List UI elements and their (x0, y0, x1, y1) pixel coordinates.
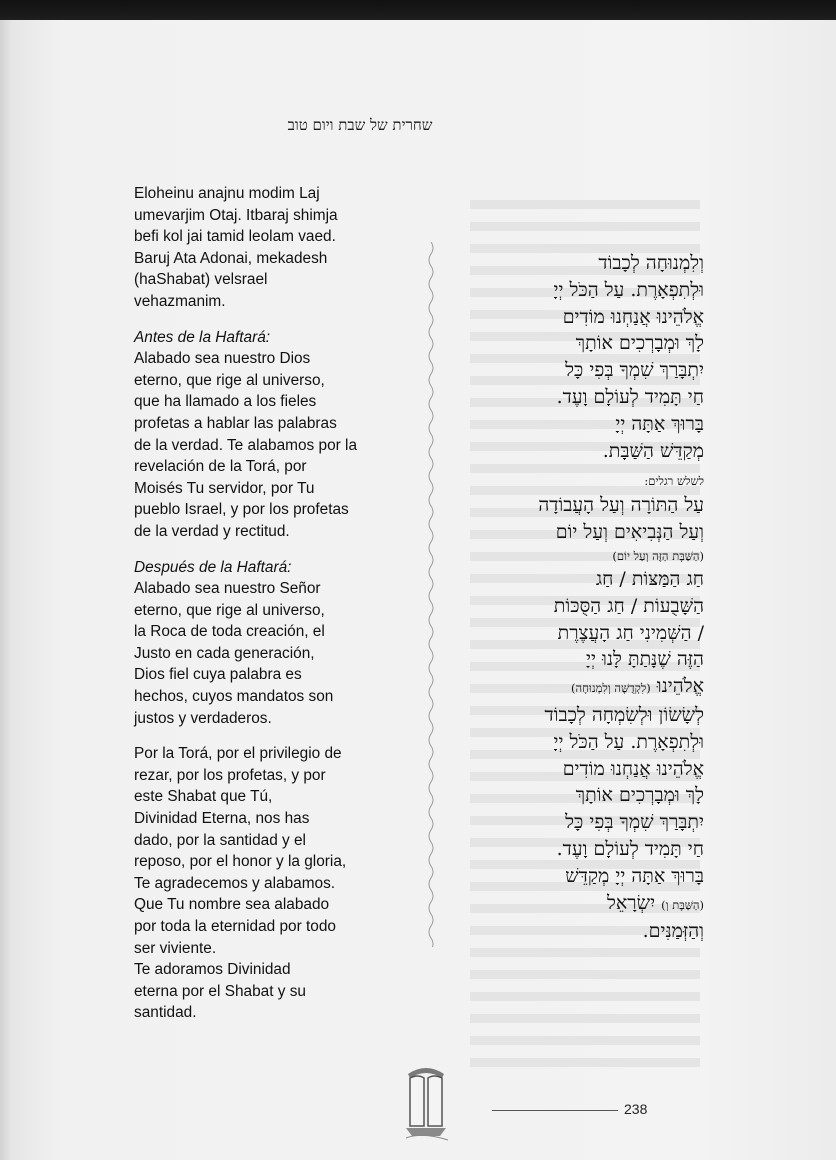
hebrew-line: וְעַל הַנְּבִיאִים וְעַל יוֹם (555, 521, 704, 544)
hebrew-line-with-note (456, 890, 704, 919)
text-line: Eloheinu anajnu modim Laj (134, 185, 320, 202)
text-line: este Shabat que Tú, (134, 788, 273, 806)
after-haftarah-heading: Después de la Haftará: (134, 558, 292, 576)
text-line: befi kol jai tamid leolam vaed. (134, 228, 336, 246)
wavy-column-divider (424, 242, 438, 947)
hebrew-line: בָּרוּךְ אַתָּה יְיָ (615, 412, 704, 435)
text-line: eterno, que rige al universo, (134, 601, 325, 619)
hebrew-line: הַשָּׁבֻעוֹת / חַג הַסֻּכּוֹת (553, 594, 704, 617)
text-line: dado, por la santidad y el (134, 831, 306, 849)
text-line: que ha llamado a los fieles (134, 393, 317, 411)
text-line: de la verdad. Te alabamos por la (134, 436, 358, 454)
hebrew-line: בָּרוּךְ אַתָּה יְיָ מְקַדֵּשׁ (565, 864, 704, 887)
before-haftarah-paragraph (134, 327, 386, 543)
hebrew-line: וְהַזְּמַנִּים. (642, 920, 704, 943)
text-line: Moisés Tu servidor, por Tu (134, 479, 315, 497)
hebrew-line: אֱלֹהֵינוּ אֲנַחְנוּ מוֹדִים (562, 757, 704, 780)
tablets-emblem-icon (402, 1062, 450, 1142)
footer-rule (492, 1110, 618, 1111)
hebrew-line: יִתְבָּרַךְ שִׁמְךָ בְּפִי כָּל (565, 811, 704, 834)
text-line: reposo, por el honor y la gloria, (134, 853, 347, 871)
text-line: Que Tu nombre sea alabado (134, 896, 330, 914)
text-line: Te agradecemos y alabamos. (134, 874, 336, 892)
text-line: vehazmanim. (134, 292, 226, 310)
text-line: Baruj Ata Adonai, mekadesh (134, 249, 328, 267)
hebrew-word: אֱלֹהֵינוּ (656, 675, 704, 698)
text-line: Te adoramos Divinidad (134, 961, 291, 979)
hebrew-line: מְקַדֵּשׁ הַשַּׁבָּת. (602, 439, 704, 462)
hebrew-line: וּלְתִפְאָרֶת. עַל הַכֹּל יְיָ (553, 278, 704, 301)
hebrew-line: יִתְבָּרַךְ שִׁמְךָ בְּפִי כָּל (565, 359, 704, 382)
kedusha-note: (לִקְדֻשָּׁה וְלִמְנוּחָה) (571, 681, 651, 696)
hebrew-line: עַל הַתּוֹרָה וְעַל הָעֲבוֹדָה (538, 494, 704, 517)
text-line: por toda la eternidad por todo (134, 918, 336, 935)
text-line: eterno, que rige al universo, (134, 371, 325, 389)
text-line: ser viviente. (134, 939, 217, 957)
gratitude-paragraph (134, 743, 386, 1024)
hebrew-line: הַזֶּה שֶׁנָּתַתָּ לָּנוּ יְיָ (586, 648, 704, 671)
hashabbat-note: (הַשַּׁבָּת וְ) (661, 897, 704, 912)
text-line: santidad. (134, 1004, 197, 1022)
book-page (0, 20, 836, 1160)
hebrew-line: חַג הַמַּצּוֹת / חַג (595, 567, 704, 590)
text-line: profetas a hablar las palabras (134, 414, 337, 432)
hebrew-line-with-note (456, 673, 704, 702)
text-line: hechos, cuyos mandatos son (134, 688, 334, 706)
text-line: rezar, por los profetas, y por (134, 766, 326, 784)
text-line: la Roca de toda creación, el (134, 623, 325, 641)
before-haftarah-heading: Antes de la Haftará: (134, 328, 271, 346)
text-line: de la verdad y rectitud. (134, 522, 290, 540)
hebrew-line: חַי תָּמִיד לְעוֹלָם וָעֶד. (556, 837, 704, 860)
text-line: pueblo Israel, y por los profetas (134, 501, 349, 519)
hebrew-line: לָךְ וּמְבָרְכִים אוֹתָךְ (575, 784, 704, 807)
hebrew-line: וְלִמְנוּחָה לְכָבוֹד (598, 252, 704, 274)
text-line: Justo en cada generación, (134, 644, 315, 662)
text-line: umevarjim Otaj. Itbaraj shimja (134, 206, 338, 224)
text-line: revelación de la Torá, por (134, 458, 307, 476)
running-head: שחרית של שבת ויום טוב (287, 116, 433, 134)
spanish-column (134, 183, 386, 1038)
page-number: 238 (624, 1101, 648, 1117)
hebrew-line: / הַשְּׁמִינִי חַג הָעֲצֶרֶת (557, 621, 704, 644)
text-line: Alabado sea nuestro Señor (134, 580, 321, 598)
text-line: Dios fiel cuya palabra es (134, 666, 302, 684)
text-line: justos y verdaderos. (134, 709, 272, 727)
after-haftarah-paragraph (134, 557, 386, 730)
transliteration-paragraph (134, 183, 386, 313)
hebrew-line: לָךְ וּמְבָרְכִים אוֹתָךְ (575, 332, 704, 355)
text-line: Por la Torá, por el privilegio de (134, 745, 342, 763)
hebrew-line: חַי תָּמִיד לְעוֹלָם וָעֶד. (556, 385, 704, 408)
scan-top-edge (0, 0, 836, 20)
festivals-label: לשלש רגלים: (644, 474, 704, 489)
text-line: eterna por el Shabat y su (134, 982, 306, 1000)
text-line: Divinidad Eterna, nos has (134, 810, 310, 828)
hebrew-word: יִשְׂרָאֵל (607, 891, 656, 914)
hebrew-line: וּלְתִפְאָרֶת. עַל הַכֹּל יְיָ (553, 730, 704, 753)
text-line: Alabado sea nuestro Dios (134, 350, 311, 368)
text-line: (haShabat) velsrael (134, 271, 268, 289)
hebrew-column (456, 250, 704, 945)
hebrew-line: לְשָׂשׂוֹן וּלְשִׂמְחָה לְכָבוֹד (544, 703, 704, 726)
shabbat-note: (הַשַּׁבָּת הַזֶּה וְעַל יוֹם) (612, 548, 704, 563)
hebrew-line: אֱלֹהֵינוּ אֲנַחְנוּ מוֹדִים (562, 305, 704, 328)
